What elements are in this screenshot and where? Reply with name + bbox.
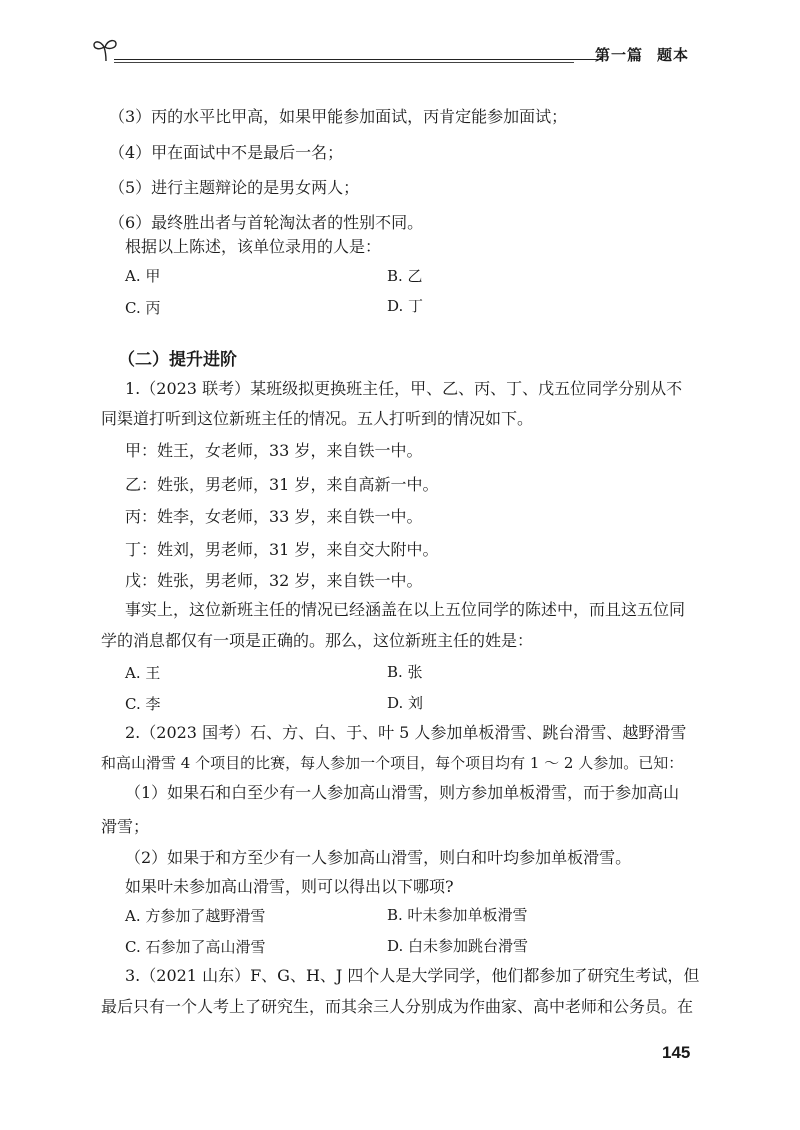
page-header: [92, 36, 712, 66]
header-rule-thin: [114, 62, 574, 63]
text-line: （2）如果于和方至少有一人参加高山滑雪，则白和叶均参加单板滑雪。: [125, 848, 632, 867]
option-a: A. 方参加了越野滑雪: [125, 907, 266, 925]
section-title: （二）提升进阶: [118, 350, 237, 370]
text-line: 根据以上陈述，该单位录用的人是：: [125, 237, 382, 256]
text-line: （5）进行主题辩论的是男女两人；: [109, 178, 360, 197]
header-part: 第一篇: [595, 46, 644, 64]
option-d: D. 刘: [387, 694, 424, 712]
text-line: 戊：姓张，男老师，32 岁，来自铁一中。: [125, 571, 423, 590]
text-line: 学的消息都仅有一项是正确的。那么，这位新班主任的姓是：: [101, 631, 534, 650]
option-b: B. 叶未参加单板滑雪: [387, 906, 528, 924]
option-a: A. 王: [125, 664, 161, 682]
header-title: [595, 44, 689, 65]
text-line: 如果叶未参加高山滑雪，则可以得出以下哪项?: [125, 877, 454, 896]
text-line: 丁：姓刘，男老师，31 岁，来自交大附中。: [125, 540, 439, 559]
text-line: 3.（2021 山东）F、G、H、J 四个人是大学同学，他们都参加了研究生考试，但: [125, 966, 700, 985]
header-rule: [114, 59, 602, 60]
text-line: 和高山滑雪 4 个项目的比赛，每人参加一个项目，每个项目均有 1 ～ 2 人参加。已知：: [101, 754, 684, 772]
text-line: 乙：姓张，男老师，31 岁，来自高新一中。: [125, 475, 439, 494]
option-a: A. 甲: [125, 267, 161, 285]
option-b: B. 张: [387, 663, 423, 681]
text-line: 滑雪；: [101, 817, 150, 836]
option-d: D. 丁: [387, 297, 424, 315]
text-line: （3）丙的水平比甲高，如果甲能参加面试，丙肯定能参加面试；: [109, 107, 568, 126]
text-line: （1）如果石和白至少有一人参加高山滑雪，则方参加单板滑雪，而于参加高山: [125, 783, 680, 802]
option-d: D. 白未参加跳台滑雪: [387, 937, 529, 955]
text-line: （4）甲在面试中不是最后一名；: [109, 143, 344, 162]
text-line: 事实上，这位新班主任的情况已经涵盖在以上五位同学的陈述中，而且这五位同: [125, 600, 686, 619]
option-b: B. 乙: [387, 267, 423, 285]
page-number: 145: [662, 1043, 691, 1062]
option-c: C. 李: [125, 695, 161, 713]
text-line: 丙：姓李，女老师，33 岁，来自铁一中。: [125, 507, 423, 526]
text-line: 1.（2023 联考）某班级拟更换班主任，甲、乙、丙、丁、戊五位同学分别从不: [125, 379, 683, 398]
option-c: C. 丙: [125, 299, 161, 317]
text-line: 2.（2023 国考）石、方、白、于、叶 5 人参加单板滑雪、跳台滑雪、越野滑雪: [125, 723, 687, 742]
text-line: 同渠道打听到这位新班主任的情况。五人打听到的情况如下。: [101, 409, 534, 428]
text-line: 最后只有一个人考上了研究生，而其余三人分别成为作曲家、高中老师和公务员。在: [101, 997, 694, 1016]
text-line: 甲：姓王，女老师，33 岁，来自铁一中。: [125, 441, 423, 460]
header-section: 题本: [657, 46, 690, 64]
text-line: （6）最终胜出者与首轮淘汰者的性别不同。: [109, 213, 424, 232]
option-c: C. 石参加了高山滑雪: [125, 938, 266, 956]
